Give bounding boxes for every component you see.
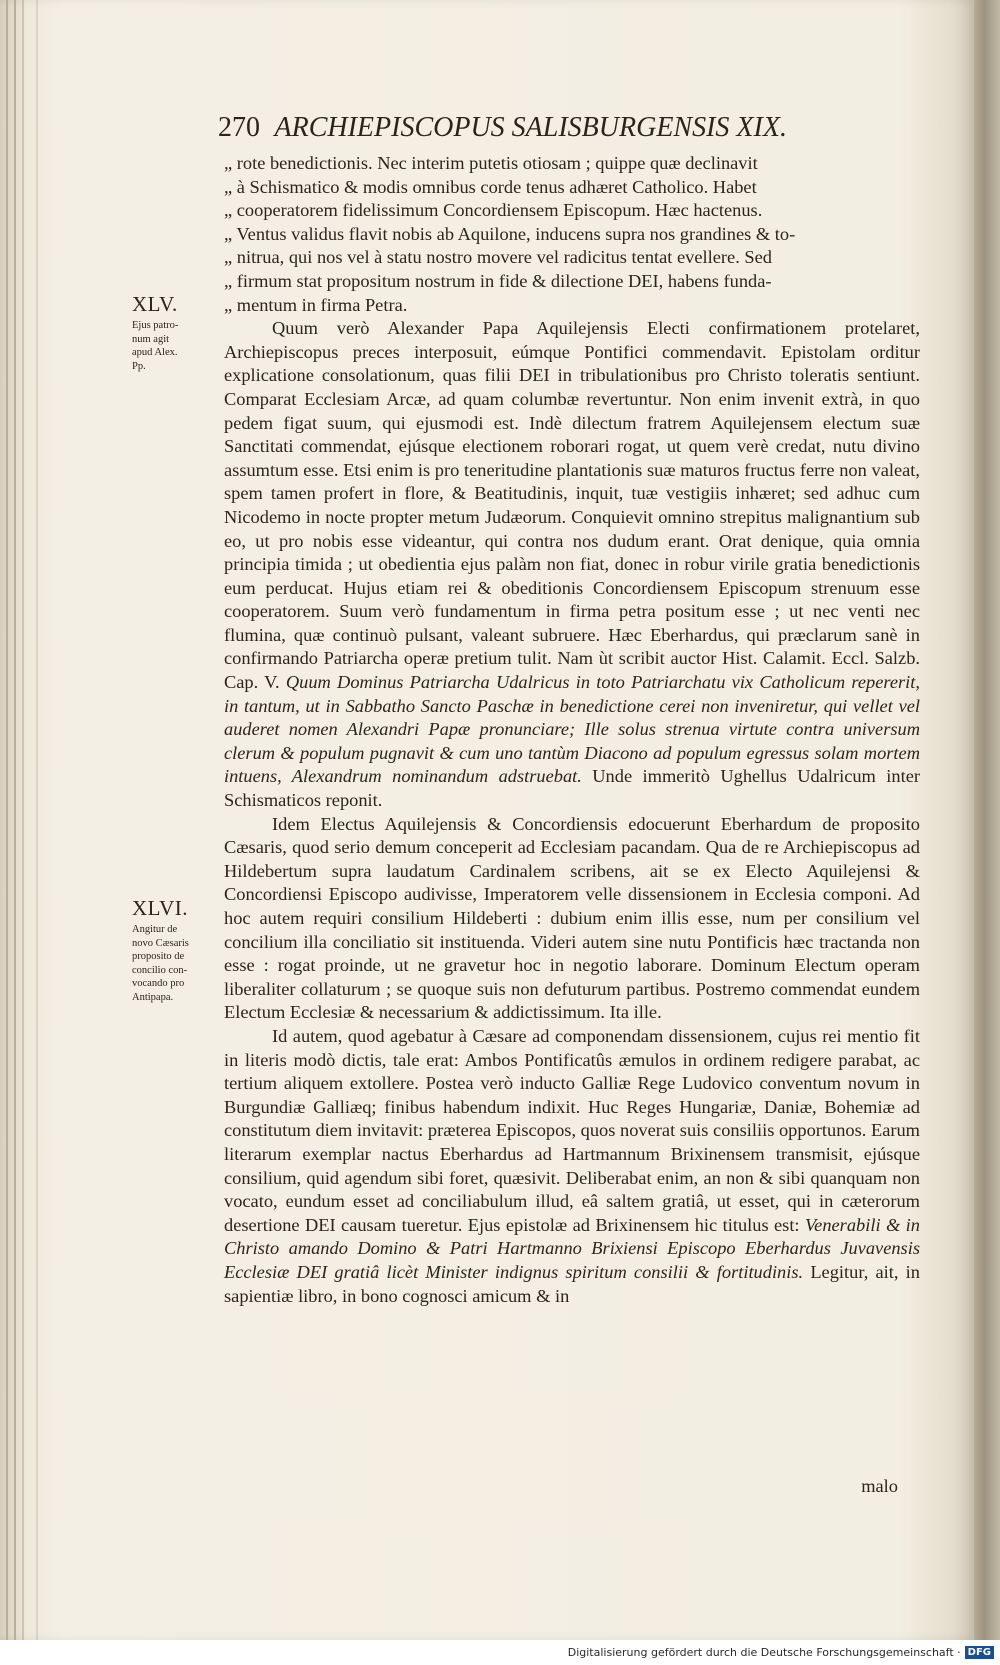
running-title: ARCHIEPISCOPUS SALISBURGENSIS XIX. — [274, 112, 787, 143]
running-head — [218, 112, 878, 144]
margin-note-line: concilio con- — [132, 964, 188, 976]
quote-line: „ nitrua, qui nos vel à statu nostro movere vel radicitus tentat evellere. Sed — [224, 247, 772, 268]
margin-note-line: apud Alex. — [132, 347, 178, 358]
paragraph-text: Unde immeritò Ughellus Udalricum inter Schismaticos reponit. — [224, 766, 920, 811]
quote-line: „ à Schismatico & modis omnibus corde tenus adhæret Catholico. Habet — [224, 176, 757, 197]
quote-line: „ rote benedictionis. Nec interim putetis otiosam ; quippe quæ declinavit — [224, 153, 758, 173]
quote-line: „ mentum in firma Petra. — [224, 294, 408, 315]
quote-line: „ cooperatorem fidelissimum Concordiensem Episcopum. Hæc hactenus. — [224, 200, 763, 221]
footer-credit-bar — [0, 1640, 1000, 1665]
paragraph-text: Quum verò Alexander Papa Aquilejensis Electi confirmationem protelaret, Archiepiscopus preces interposuit, eúmque Pontifici commendavit. Epistolam orditur explicatione consolationum, quas filii DEI in tribulationibus pro Christo toleratis sentiunt. Comparat Ecclesiam Arcæ, ad quam columbæ revertuntur. Non enim invenit extrà, in quo pedem figat suum, qui ejusmodi est. Indè dilectum fratrem Aquilejensem electum suæ Sanctitati commendat, ejúsque electionem roborari rogat, ut quem verè credat, nutu divino assumtum esse. Etsi enim is pro teneritudine plantationis suæ maturos fructus ferre non valeat, spem tamen profert in flore, & Beatitudinis, inquit, tuæ vestigiis inhæret; sed adhuc cum Nicodemo in nocte propter metum Judæorum. Conquievit omnino strepitus malignantium sub eo, ut pro nobis esse videantur, qui contra nos dudum erant. Orat denique, quia omnia principia timida ; ut obedientia ejus palàm non fiat, donec in robur virile gratia benedictionis eum perducat. Hujus etiam rei & obeditionis Concordiensem Episcopum strenuum esse cooperatorem. Suum verò fundamentum in firma petra positum esse ; ut nec venti nec flumina, quæ continuò pulsant, valeant subruere. Hæc Eberhardus, qui præclarum sanè in confirmando Patriarcha operæ pretium tulit. Nam ùt scribit auctor Hist. Calamit. Eccl. Salzb. Cap. V. — [224, 318, 920, 693]
paragraph-text: Legitur, ait, in sapientiæ libro, in bono cognosci amicum & in — [224, 1261, 920, 1306]
margin-note-line: Ejus patro- — [132, 320, 179, 331]
margin-note-line: num agit — [132, 333, 170, 345]
paragraph-3 — [224, 1025, 920, 1308]
footer-credit: Digitalisierung gefördert durch die Deutsche Forschungsgemeinschaft · — [567, 1646, 961, 1659]
paragraph-text: Id autem, quod agebatur à Cæsare ad componendam dissensionem, cujus rei mentio fit in literis modò dictis, tale erat: Ambos Pontificatûs æmulos in ordinem redigere parabat, ac tertium aliquem extollere. Postea verò inducto Galliæ Rege Ludovico conventum novum in Burgundiæ Galliæq; finibus habendum indixit. Huc Reges Hungariæ, Daniæ, Bohemiæ ad constitutum diem invitavit: præterea Episcopos, quos noverat suis consiliis opportunos. Earum literarum exemplar nactus Eberhardus ad Hartmannum Brixinensem transmisit, ejúsque consilium, quid agendum sibi foret, quæsivit. Deliberabat enim, an non & sibi quanquam non vocato, eundum esset ad conciliabulum illud, eâ saltem gratiâ, ut esset, qui in cæterorum desertione DEI causam tueretur. Ejus epistolæ ad Brixinensem hic titulus est: — [224, 1025, 920, 1235]
body-text — [224, 152, 920, 1308]
margin-section-xlvi — [132, 896, 222, 1004]
margin-note-line: novo Cæsaris — [132, 937, 189, 949]
margin-section-xlv — [132, 292, 222, 373]
margin-note — [132, 319, 222, 373]
margin-note-line: Antipapa. — [132, 991, 174, 1003]
catchword: malo — [861, 1476, 898, 1496]
margin-note-line: vocando pro — [132, 978, 185, 989]
page-edge — [6, 0, 8, 1640]
book-spine — [974, 0, 1000, 1640]
italic-quotation: Quum Dominus Patriarcha Udalricus in toto Patriarchatu vix Catholicum repererit, in tantum, ut in Sabbatho Sancto Paschæ in benedictione cerei non inveniretur, qui vellet vel auderet nomen Alexandri Papæ pronunciare; Ille solus strenua virtute contra universum clerum & populum pugnavit & cum uno tantùm Diacono ad populum egressus solam mortem intuens, Alexandrum nominandum adstruebat. — [224, 672, 920, 787]
italic-quotation: Venerabili & in Christo amando Domino & Patri Hartmanno Brixiensi Episcopo Eberhardus Juvavensis Ecclesiæ DEI gratiâ licèt Minister indignus spiritum consilii & fortitudinis. — [224, 1214, 920, 1282]
section-number: XLVI. — [132, 896, 188, 920]
margin-note-line: proposito de — [132, 951, 185, 962]
page-edge — [36, 0, 38, 1640]
page-edge — [14, 0, 16, 1640]
margin-note-line: Angitur de — [132, 924, 178, 935]
margin-note — [132, 923, 222, 1004]
margin-note-line: Pp. — [132, 360, 146, 372]
page-number: 270 — [218, 112, 260, 143]
paragraph-xlv — [224, 317, 920, 812]
dfg-logo: DFG — [965, 1646, 994, 1659]
quote-line: „ Ventus validus flavit nobis ab Aquilone, inducens supra nos grandines & to- — [224, 223, 796, 244]
quote-line: „ firmum stat propositum nostrum in fide & dilectione DEI, habens funda- — [224, 270, 772, 291]
quoted-letter — [224, 152, 920, 317]
paragraph-xlvi — [224, 813, 920, 1025]
page-edge — [22, 0, 24, 1640]
section-number: XLV. — [132, 292, 178, 316]
paragraph-text: Idem Electus Aquilejensis & Concordiensis edocuerunt Eberhardum de proposito Cæsaris, quod serio demum conceperit ad Ecclesiam pacandam. Qua de re Archiepiscopus ad Hildebertum supra laudatum Cardinalem scribens, ait se ex Electo Aquilejensi & Concordiensi Episcopo audivisse, Imperatorem velle dissensionem in Ecclesia componi. Ad hoc autem requiri consilium Hildeberti : dubium enim illis esse, num per consilium vel concilium illa conciliatio sit instituenda. Videri autem sine nutu Pontificis hæc tractanda non esse : rogat proinde, ut ne gravetur hoc in negotio laborare. Dominum Electum operam liberaliter collaturum ; se quoque suis non defuturum partibus. Postremo commendat eundem Electum Ecclesiæ & necessarium & addictissimum. Ita ille. — [224, 813, 920, 1023]
